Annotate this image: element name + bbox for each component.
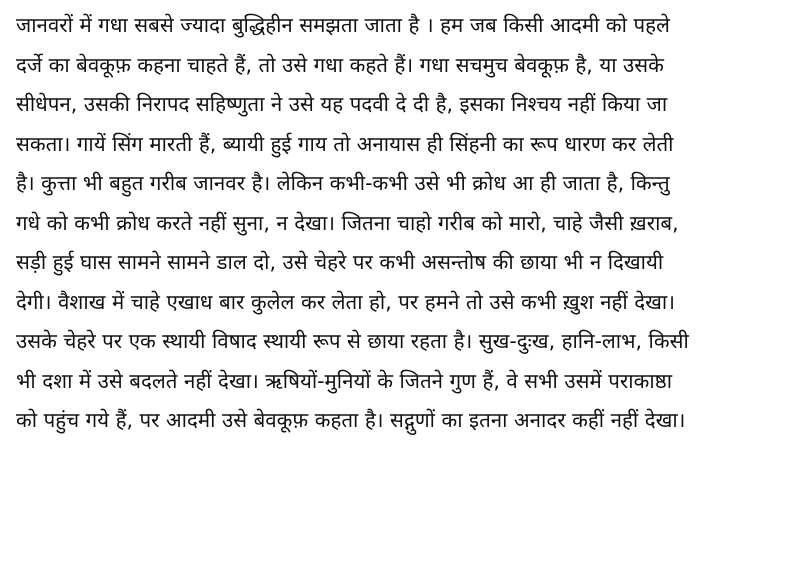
text-line-10: भी दशा में उसे बदलते नहीं देखा। ऋषियों-मुनियों के जितने गुण हैं, वे सभी उसमें पराकाष्ठा	[16, 368, 673, 393]
text-line-8: देगी। वैशाख में चाहे एखाध बार कुलेल कर लेता हो, पर हमने तो उसे कभी ख़ुश नहीं देखा।	[16, 289, 675, 314]
text-line-7: सड़ी हुई घास सामने सामने डाल दो, उसे चेहरे पर कभी असन्तोष की छाया भी न दिखायी	[16, 250, 664, 274]
text-line-5: है। कुत्ता भी बहुत गरीब जानवर है। लेकिन कभी-कभी उसे भी क्रोध आ ही जाता है, किन्तु	[16, 171, 670, 195]
text-line-3: सीधेपन, उसकी निरापद सहिष्णुता ने उसे यह पदवी दे दी है, इसका निश्चय नहीं किया जा	[16, 92, 668, 116]
text-line-11: को पहुंच गये हैं, पर आदमी उसे बेवकूफ़ कहता है। सद्गुणों का इतना अनादर कहीं नहीं देखा।	[16, 408, 686, 432]
text-line-6: गधे को कभी क्रोध करते नहीं सुना, न देखा। जितना चाहो गरीब को मारो, चाहे जैसी ख़राब,	[16, 210, 679, 235]
text-line-1: जानवरों में गधा सबसे ज्यादा बुद्धिहीन समझता जाता है । हम जब किसी आदमी को पहले	[16, 13, 670, 37]
text-line-9: उसके चेहरे पर एक स्थायी विषाद स्थायी रूप से छाया रहता है। सुख-दुःख, हानि-लाभ, किसी	[16, 329, 689, 353]
paragraph	[16, 6, 786, 441]
text-line-2: दर्जे का बेवकूफ़ कहना चाहते हैं, तो उसे गधा कहते हैं। गधा सचमुच बेवकूफ़ है, या उसके	[16, 52, 664, 77]
text-line-4: सकता। गायें सिंग मारती हैं, ब्यायी हुई गाय तो अनायास ही सिंहनी का रूप धारण कर लेती	[16, 131, 674, 156]
